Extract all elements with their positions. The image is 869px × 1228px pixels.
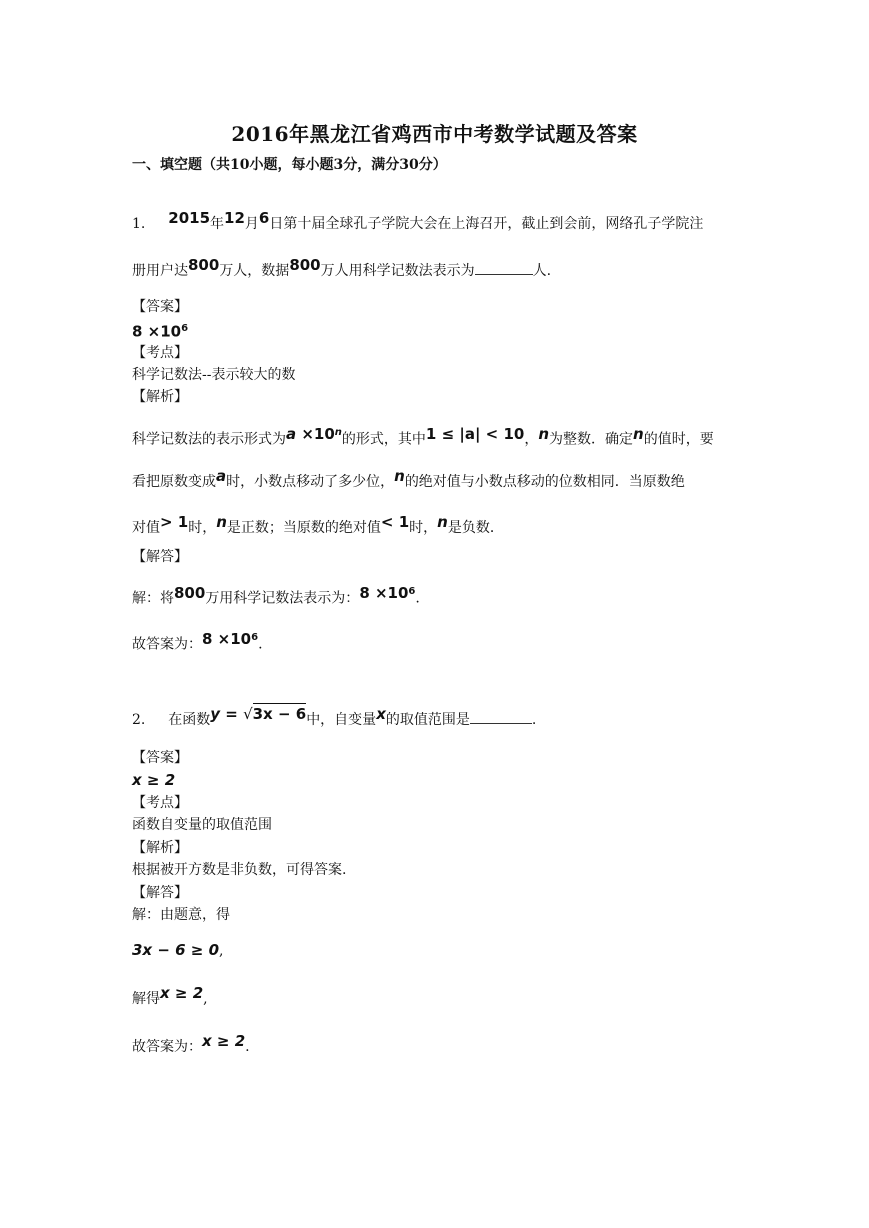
question-number: 2. (132, 712, 146, 728)
math-800: 800 (188, 256, 220, 274)
kaodian-label: 【考点】 (132, 345, 188, 361)
jiexi-label: 【解析】 (132, 389, 188, 405)
question-number: 1. (132, 216, 146, 232)
jieda-label: 【解答】 (132, 549, 188, 565)
inequality-line: 3x − 6 ≥ 0, (132, 941, 224, 959)
sqrt-sign: √ (243, 705, 253, 723)
solution-line: 解得x ≥ 2, (132, 984, 208, 1007)
question-1-line-1: 1. 2015年12月6日第十届全球孔子学院大会在上海召开，截止到会前，网络孔子学院注 (132, 209, 704, 232)
jiexi-line-2: 看把原数变成a时，小数点移动了多少位，n的绝对值与小数点移动的位数相同．当原数绝 (132, 467, 685, 490)
jiexi-line-1: 科学记数法的表示形式为$a \times 10^n$的形式，其中1 ≤ |a| < 10，n为整数．确定n的值时，要 (132, 424, 714, 448)
jieda-intro: 解：由题意，得 (132, 907, 230, 923)
final-answer-line: 故答案为：$8 \times 10^6$. (132, 629, 263, 653)
final-answer-line: 故答案为：x ≥ 2. (132, 1032, 250, 1055)
jiexi-label: 【解析】 (132, 840, 188, 856)
math-year: 2015 (168, 209, 211, 227)
kaodian-text: 科学记数法--表示较大的数 (132, 367, 296, 383)
answer-blank (475, 262, 533, 275)
page-title: 2016年黑龙江省鸡西市中考数学试题及答案 (231, 122, 638, 146)
question-1-line-2: 册用户达800万人，数据800万人用科学记数法表示为 人. (132, 256, 552, 279)
jiexi-line-3: 对值> 1时，n是正数；当原数的绝对值< 1时，n是负数． (132, 513, 504, 536)
jieda-label: 【解答】 (132, 885, 188, 901)
question-2-stem: 2. 在函数y = √3x − 6中，自变量x的取值范围是 . (132, 705, 537, 728)
answer-value: $8 \times 10^6$ (132, 322, 189, 341)
math-day: 6 (258, 209, 270, 227)
answer-value: x ≥ 2 (132, 771, 176, 789)
jiexi-text: 根据被开方数是非负数，可得答案. (132, 862, 347, 878)
kaodian-label: 【考点】 (132, 795, 188, 811)
section-heading: 一、填空题（共10小题，每小题3分，满分30分） (132, 157, 447, 173)
math-800: 800 (289, 256, 321, 274)
answer-label: 【答案】 (132, 299, 188, 315)
answer-label: 【答案】 (132, 750, 188, 766)
jieda-line: 解：将800万用科学记数法表示为：$8 \times 10^6$. (132, 583, 420, 607)
math-month: 12 (224, 209, 245, 227)
answer-blank (470, 711, 532, 724)
kaodian-text: 函数自变量的取值范围 (132, 817, 272, 833)
